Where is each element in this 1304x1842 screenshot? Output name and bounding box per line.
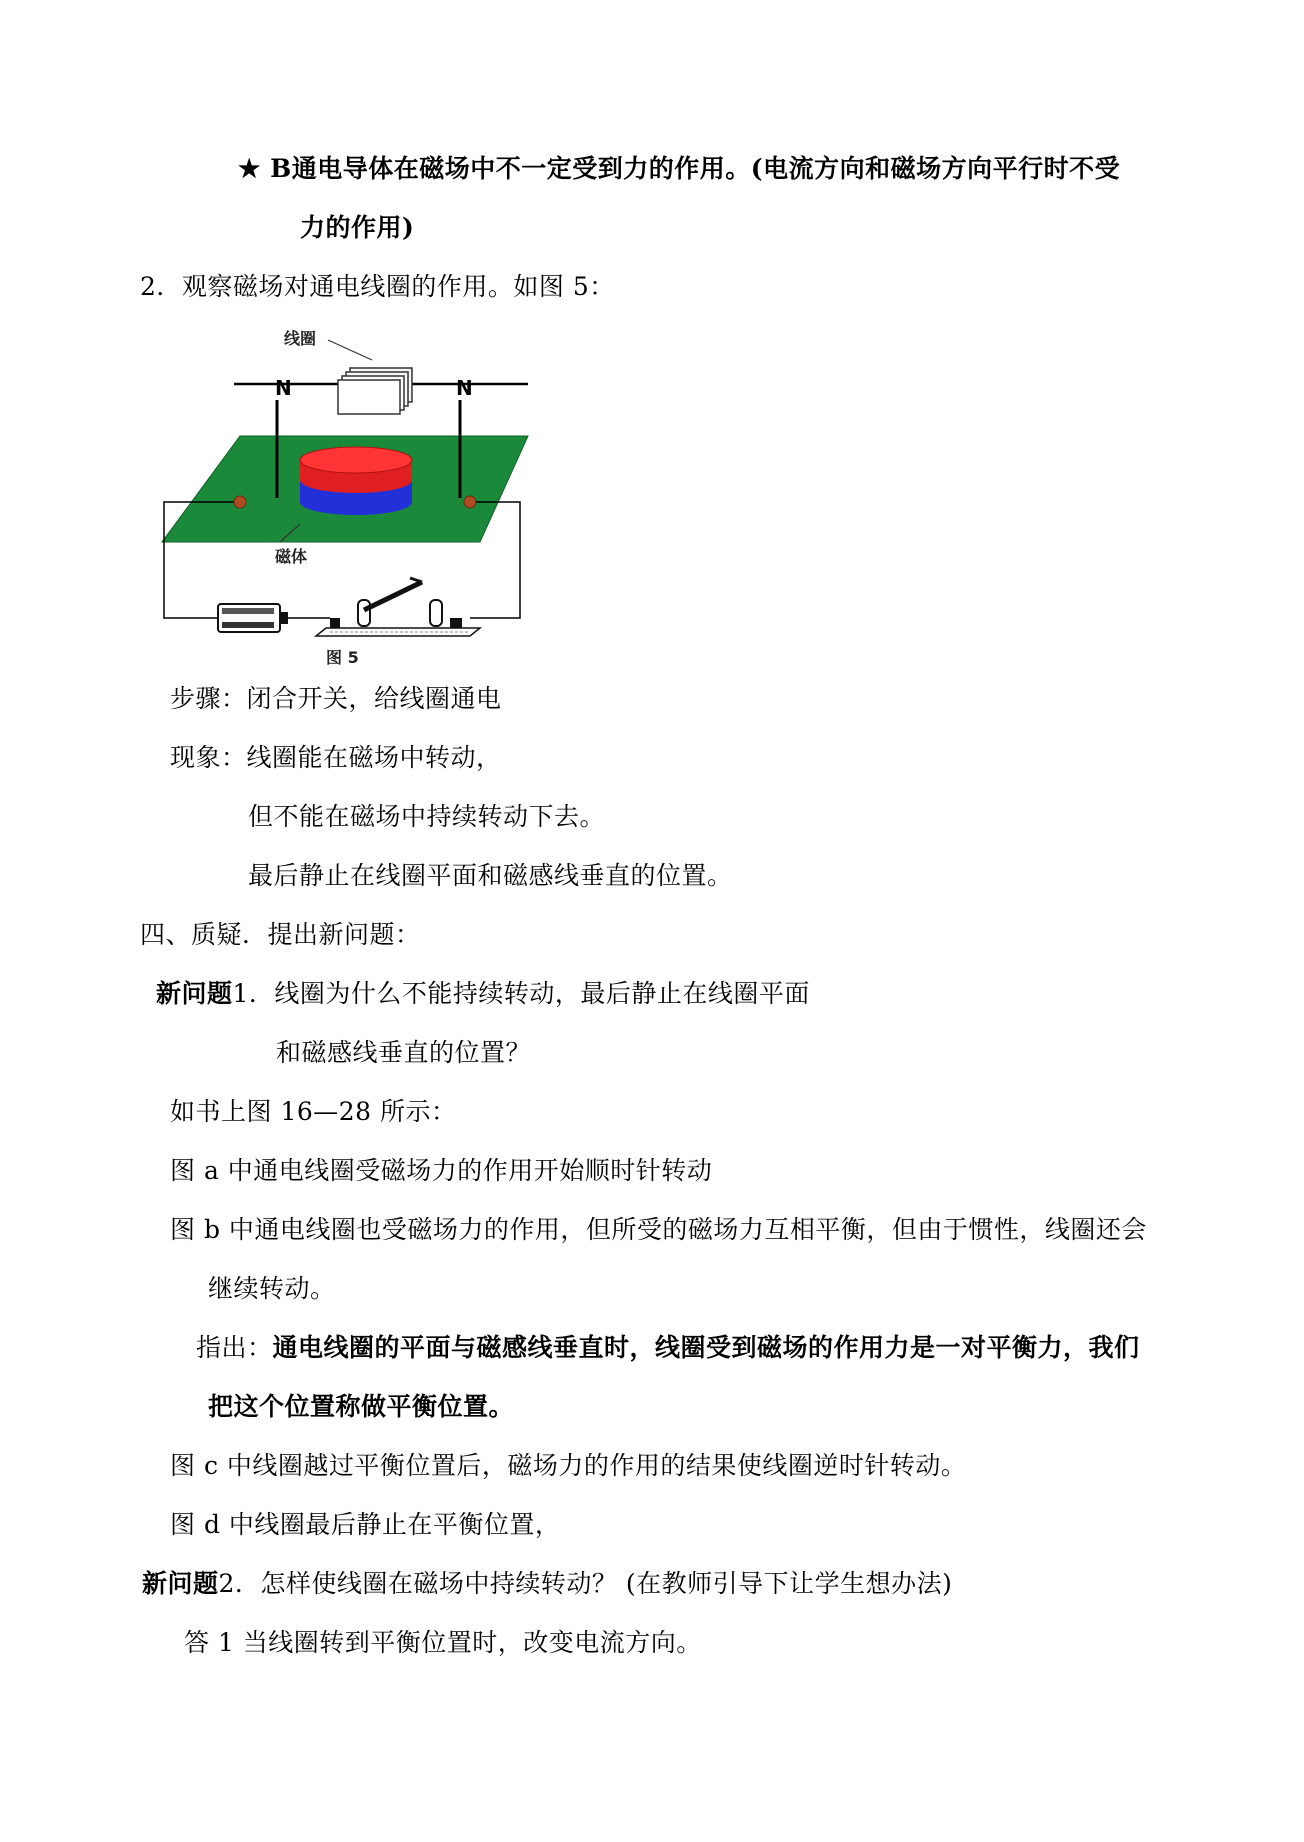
pointout-line-continued: 把这个位置称做平衡位置。: [208, 1392, 515, 1421]
phenomenon-line: 现象：线圈能在磁场中转动，: [170, 743, 502, 772]
statement-line-continued: 力的作用): [300, 213, 415, 242]
figure-caption: 图 5: [326, 648, 359, 667]
pointout-text: 通电线圈的平面与磁感线垂直时，线圈受到磁场的作用力是一对平衡力，我们: [272, 1333, 1140, 1362]
textbook-reference: 如书上图 16—28 所示：: [170, 1097, 457, 1126]
section-heading: 2．观察磁场对通电线圈的作用。如图 5：: [140, 272, 615, 301]
steps-line: 步骤：闭合开关，给线圈通电: [170, 684, 502, 713]
left-pole-label: N: [275, 376, 292, 400]
new-question-1-label: 新问题: [156, 979, 233, 1008]
figure-d-line: 图 d 中线圈最后静止在平衡位置，: [170, 1510, 561, 1539]
pointout-prefix: 指出：: [196, 1333, 273, 1362]
right-pole-label: N: [456, 376, 473, 400]
figure-c-line: 图 c 中线圈越过平衡位置后，磁场力的作用的结果使线圈逆时针转动。: [170, 1451, 967, 1480]
statement-line: ★ B通电导体在磁场中不一定受到力的作用。(电流方向和磁场方向平行时不受: [238, 154, 1121, 183]
figure-5: [150, 318, 570, 668]
phenomenon-line-3: 最后静止在线圈平面和磁感线垂直的位置。: [248, 861, 733, 890]
new-question-2-label: 新问题: [142, 1569, 219, 1598]
figure-a-line: 图 a 中通电线圈受磁场力的作用开始顺时针转动: [170, 1156, 713, 1185]
right-terminal: [464, 496, 476, 508]
magnet: [300, 447, 412, 515]
knife-switch: [316, 578, 480, 636]
phenomenon-line-2: 但不能在磁场中持续转动下去。: [248, 802, 606, 831]
new-question-2-text: 2．怎样使线圈在磁场中持续转动？ (在教师引导下让学生想办法): [218, 1569, 953, 1598]
answer-1-line: 答 1 当线圈转到平衡位置时，改变电流方向。: [184, 1628, 702, 1657]
battery: [218, 604, 288, 632]
new-question-1-text: 1．线圈为什么不能持续转动，最后静止在线圈平面: [232, 979, 810, 1008]
figure-b-line-continued: 继续转动。: [208, 1274, 336, 1303]
coil-label: 线圈: [284, 329, 317, 348]
new-question-1: [156, 978, 810, 1010]
section-heading-4: 四、质疑．提出新问题：: [140, 920, 421, 949]
magnet-label: 磁体: [275, 547, 308, 566]
new-question-1-continued: 和磁感线垂直的位置？: [276, 1038, 532, 1067]
left-terminal: [234, 496, 246, 508]
figure-b-line: 图 b 中通电线圈也受磁场力的作用，但所受的磁场力互相平衡，但由于惯性，线圈还会: [170, 1215, 1147, 1244]
pointout-line: [196, 1332, 1140, 1364]
coil: [338, 368, 412, 414]
new-question-2: [142, 1568, 952, 1600]
